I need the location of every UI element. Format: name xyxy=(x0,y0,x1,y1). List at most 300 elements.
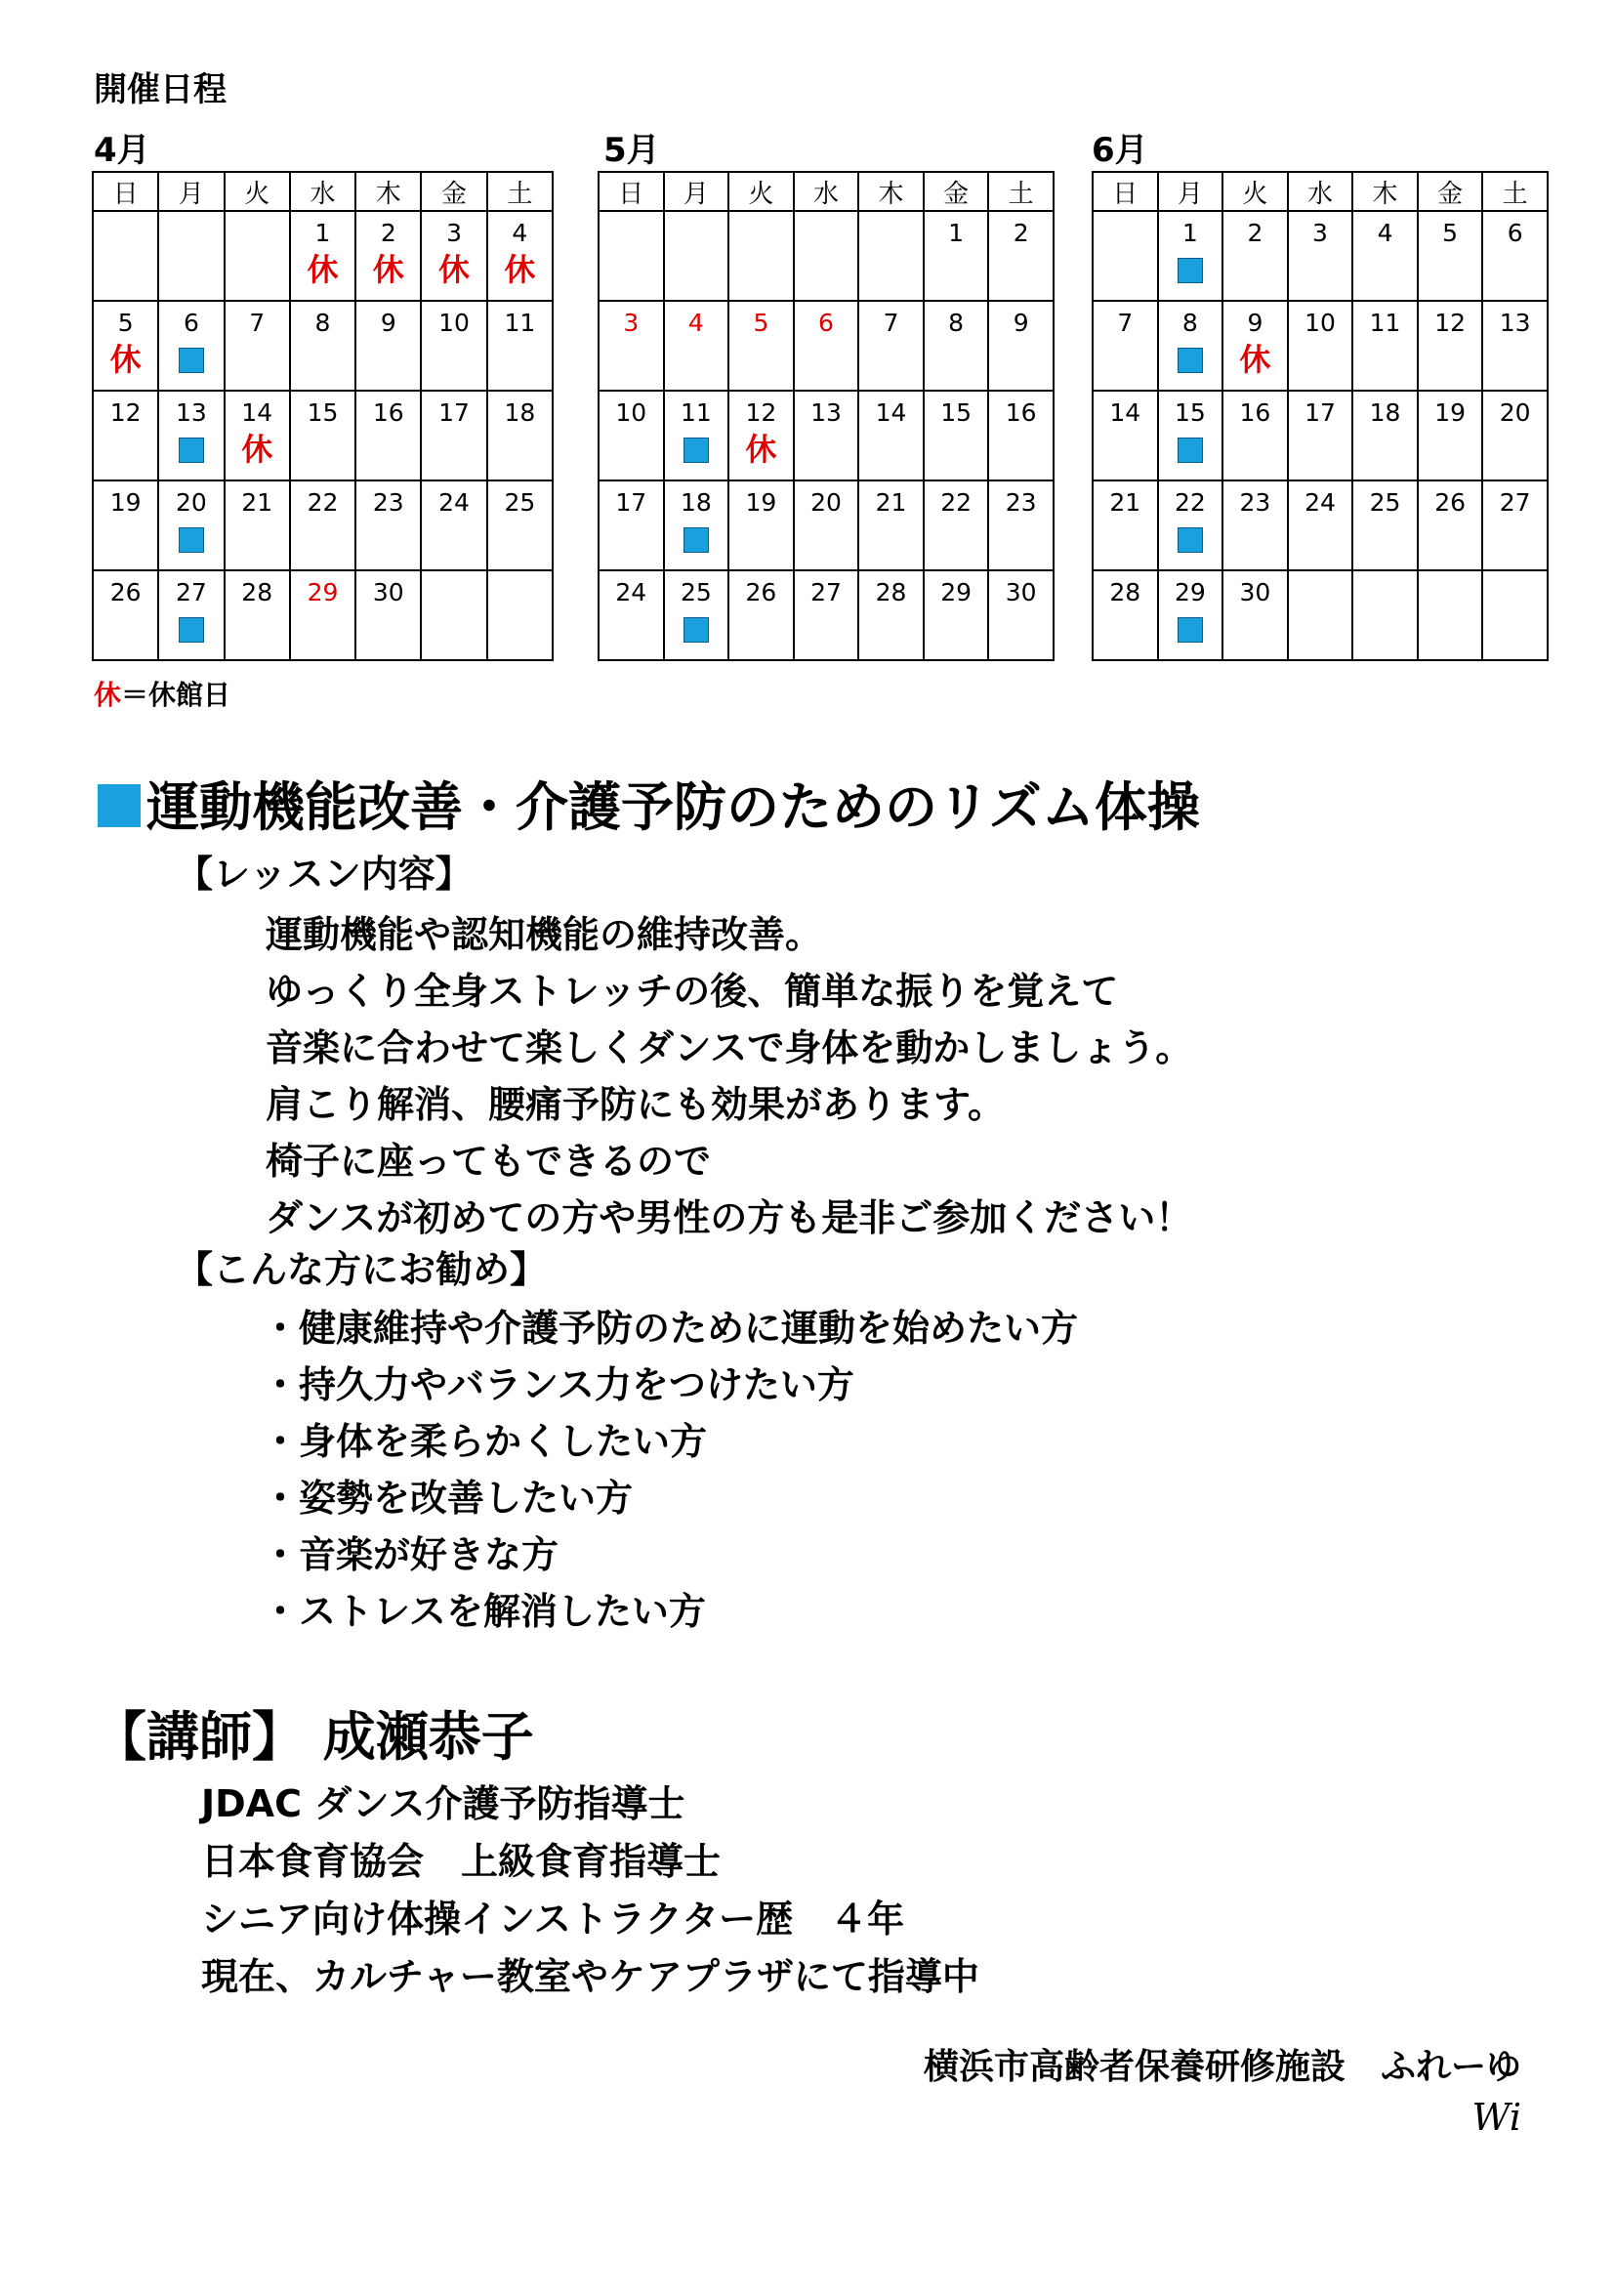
calendar-day-cell xyxy=(1158,480,1223,570)
calendar-day-cell xyxy=(924,480,989,570)
day-number: 10 xyxy=(615,398,647,427)
calendar-day-cell xyxy=(1288,391,1353,480)
calendar-day-cell xyxy=(988,211,1054,301)
recommend-heading: 【こんな方にお勧め】 xyxy=(176,1248,548,1291)
calendar-day-cell xyxy=(1093,211,1158,301)
lesson-heading: 【レッスン内容】 xyxy=(176,853,473,896)
calendar-day-cell xyxy=(1158,211,1223,301)
calendar-day-cell xyxy=(355,570,421,660)
day-number: 9 xyxy=(1013,309,1029,337)
calendar-day-cell xyxy=(421,211,486,301)
lesson-line: 運動機能や認知機能の維持改善。 xyxy=(266,913,823,956)
calendar-day-cell xyxy=(1352,211,1418,301)
closed-day-mark: 休 xyxy=(745,431,777,468)
calendar-week-row xyxy=(93,211,553,301)
day-number xyxy=(226,212,289,221)
calendar-day-cell xyxy=(421,570,486,660)
calendar-day-cell xyxy=(1288,211,1353,301)
calendar-day-cell xyxy=(1482,301,1548,391)
calendar-day-cell xyxy=(355,391,421,480)
calendar-day-cell xyxy=(1418,480,1483,570)
calendar-day-cell xyxy=(1158,570,1223,660)
day-number: 25 xyxy=(1369,488,1401,517)
calendar-day-cell xyxy=(93,301,158,391)
calendar-day-cell xyxy=(794,301,859,391)
instructor-credential: JDAC ダンス介護予防指導士 xyxy=(201,1782,685,1825)
calendar-day-cell xyxy=(487,211,553,301)
month-label-april: 4月 xyxy=(94,131,150,170)
day-number: 26 xyxy=(1434,488,1466,517)
class-day-marker-icon xyxy=(683,438,709,463)
day-number xyxy=(422,571,485,580)
day-number: 17 xyxy=(1304,398,1336,427)
closed-day-mark: 休 xyxy=(372,251,404,288)
calendar-day-cell xyxy=(728,480,794,570)
day-number: 23 xyxy=(1005,488,1037,517)
calendar-day-cell xyxy=(421,301,486,391)
day-number: 29 xyxy=(307,578,339,606)
calendar-week-row xyxy=(599,480,1054,570)
calendar-day-cell xyxy=(988,391,1054,480)
calendar-week-row xyxy=(93,480,553,570)
month-label-june: 6月 xyxy=(1092,131,1148,170)
day-number: 5 xyxy=(117,309,134,337)
calendar-day-cell xyxy=(1352,480,1418,570)
facility-name: 横浜市高齢者保養研修施設 ふれーゆ xyxy=(923,2047,1521,2087)
calendar-day-cell xyxy=(599,211,664,301)
day-number: 1 xyxy=(314,219,331,247)
day-number xyxy=(159,212,223,221)
day-number: 24 xyxy=(615,578,647,606)
day-number: 1 xyxy=(1181,219,1198,247)
day-number: 26 xyxy=(745,578,777,606)
day-number xyxy=(488,571,552,580)
class-day-marker-icon xyxy=(1178,438,1203,463)
day-number: 8 xyxy=(948,309,965,337)
calendar-day-cell xyxy=(93,211,158,301)
day-number: 6 xyxy=(183,309,199,337)
day-number: 5 xyxy=(1442,219,1459,247)
calendar-day-cell xyxy=(93,570,158,660)
class-day-marker-icon xyxy=(179,527,204,553)
calendar-day-cell xyxy=(93,391,158,480)
weekday-header: 火 xyxy=(728,172,794,211)
weekday-header: 金 xyxy=(924,172,989,211)
calendar-day-cell xyxy=(1482,391,1548,480)
calendar-day-cell xyxy=(728,301,794,391)
day-number: 14 xyxy=(1109,398,1141,427)
calendar-day-cell xyxy=(1093,391,1158,480)
class-day-marker-icon xyxy=(1178,258,1203,283)
calendar-day-cell xyxy=(1158,391,1223,480)
calendar-day-cell xyxy=(225,391,290,480)
day-number: 5 xyxy=(753,309,769,337)
calendar-day-cell xyxy=(1418,570,1483,660)
day-number: 28 xyxy=(1109,578,1141,606)
day-number xyxy=(729,212,793,221)
instructor-credential: 現在、カルチャー教室やケアプラザにて指導中 xyxy=(201,1955,979,1998)
day-number: 11 xyxy=(1369,309,1401,337)
day-number: 23 xyxy=(372,488,404,517)
calendar-day-cell xyxy=(225,570,290,660)
day-number: 4 xyxy=(1377,219,1393,247)
legend-text: ＝休館日 xyxy=(121,679,231,711)
day-number: 19 xyxy=(745,488,777,517)
day-number: 3 xyxy=(623,309,640,337)
calendar-day-cell xyxy=(1352,570,1418,660)
day-number: 25 xyxy=(680,578,712,606)
calendar-day-cell xyxy=(858,391,924,480)
day-number xyxy=(665,212,728,221)
weekday-header: 水 xyxy=(794,172,859,211)
day-number: 12 xyxy=(109,398,142,427)
day-number xyxy=(94,212,157,221)
day-number: 13 xyxy=(1499,309,1531,337)
day-number: 16 xyxy=(1005,398,1037,427)
calendar-day-cell xyxy=(355,301,421,391)
day-number: 9 xyxy=(380,309,396,337)
closed-day-mark: 休 xyxy=(504,251,536,288)
day-number xyxy=(859,212,923,221)
class-day-marker-icon xyxy=(683,617,709,643)
closed-day-mark: 休 xyxy=(109,341,142,378)
day-number: 15 xyxy=(307,398,339,427)
day-number: 21 xyxy=(1109,488,1141,517)
calendar-day-cell xyxy=(664,391,729,480)
day-number: 12 xyxy=(745,398,777,427)
calendar-day-cell xyxy=(225,211,290,301)
instructor-heading: 【講師】 成瀬恭子 xyxy=(94,1706,534,1768)
recommend-item: ・音楽が好きな方 xyxy=(262,1533,559,1576)
calendar-week-row xyxy=(93,301,553,391)
calendar-day-cell xyxy=(1288,301,1353,391)
weekday-header: 木 xyxy=(355,172,421,211)
weekday-header: 金 xyxy=(421,172,486,211)
day-number: 20 xyxy=(1499,398,1531,427)
day-number: 2 xyxy=(380,219,396,247)
weekday-header: 土 xyxy=(988,172,1054,211)
calendar-week-row xyxy=(599,570,1054,660)
weekday-header: 火 xyxy=(225,172,290,211)
weekday-header-row xyxy=(93,172,553,211)
day-number: 3 xyxy=(1312,219,1328,247)
calendar-day-cell xyxy=(988,301,1054,391)
calendar-week-row xyxy=(599,211,1054,301)
lesson-line: 肩こり解消、腰痛予防にも効果があります。 xyxy=(266,1083,1005,1126)
calendar-day-cell xyxy=(1158,301,1223,391)
weekday-header: 火 xyxy=(1222,172,1288,211)
weekday-header: 土 xyxy=(1482,172,1548,211)
schedule-label: 開催日程 xyxy=(94,70,227,109)
recommend-item: ・ストレスを解消したい方 xyxy=(262,1590,706,1633)
calendar-day-cell xyxy=(988,570,1054,660)
day-number: 15 xyxy=(940,398,972,427)
day-number: 2 xyxy=(1247,219,1263,247)
weekday-header: 水 xyxy=(290,172,355,211)
calendar-day-cell xyxy=(1222,570,1288,660)
day-number: 29 xyxy=(940,578,972,606)
day-number: 7 xyxy=(1117,309,1134,337)
day-number: 19 xyxy=(109,488,142,517)
weekday-header: 木 xyxy=(1352,172,1418,211)
day-number: 13 xyxy=(176,398,207,427)
day-number: 14 xyxy=(875,398,907,427)
calendar-day-cell xyxy=(290,570,355,660)
day-number: 27 xyxy=(810,578,842,606)
calendar-june xyxy=(1092,171,1549,661)
calendar-day-cell xyxy=(1222,301,1288,391)
class-day-marker-icon xyxy=(179,617,204,643)
recommend-item: ・持久力やバランス力をつけたい方 xyxy=(262,1363,854,1406)
day-number: 11 xyxy=(680,398,712,427)
weekday-header: 日 xyxy=(599,172,664,211)
day-number xyxy=(1353,571,1417,580)
calendar-day-cell xyxy=(1222,211,1288,301)
calendar-day-cell xyxy=(1288,480,1353,570)
class-day-marker-icon xyxy=(1178,348,1203,373)
day-number: 16 xyxy=(372,398,404,427)
calendar-day-cell xyxy=(1352,391,1418,480)
day-number xyxy=(1483,571,1547,580)
calendar-day-cell xyxy=(1418,211,1483,301)
calendar-day-cell xyxy=(1418,391,1483,480)
calendar-day-cell xyxy=(794,391,859,480)
lesson-line: 椅子に座ってもできるので xyxy=(266,1140,712,1183)
day-number: 29 xyxy=(1174,578,1206,606)
day-number: 30 xyxy=(1239,578,1271,606)
calendar-day-cell xyxy=(858,480,924,570)
recommend-list xyxy=(262,1300,1078,1640)
section-title-text: 運動機能改善・介護予防のためのリズム体操 xyxy=(146,776,1200,838)
weekday-header: 水 xyxy=(1288,172,1353,211)
calendar-day-cell xyxy=(728,570,794,660)
weekday-header-row xyxy=(599,172,1054,211)
calendar-day-cell xyxy=(924,301,989,391)
calendar-day-cell xyxy=(728,391,794,480)
day-number: 10 xyxy=(438,309,470,337)
calendar-day-cell xyxy=(93,480,158,570)
instructor-credential: 日本食育協会 上級食育指導士 xyxy=(201,1840,722,1883)
calendar-day-cell xyxy=(421,391,486,480)
calendar-day-cell xyxy=(728,211,794,301)
lesson-line: 音楽に合わせて楽しくダンスで身体を動かしましょう。 xyxy=(266,1026,1193,1069)
blue-square-icon xyxy=(98,784,141,827)
calendar-day-cell xyxy=(290,301,355,391)
holiday-legend xyxy=(94,674,230,713)
day-number: 20 xyxy=(176,488,207,517)
lesson-line: ゆっくり全身ストレッチの後、簡単な振りを覚えて xyxy=(266,970,1119,1013)
weekday-header: 月 xyxy=(158,172,224,211)
day-number: 28 xyxy=(875,578,907,606)
calendar-day-cell xyxy=(858,301,924,391)
day-number: 14 xyxy=(241,398,273,427)
day-number: 24 xyxy=(1304,488,1336,517)
calendar-day-cell xyxy=(225,301,290,391)
class-day-marker-icon xyxy=(1178,617,1203,643)
calendar-day-cell xyxy=(599,570,664,660)
calendar-day-cell xyxy=(794,480,859,570)
day-number: 10 xyxy=(1304,309,1336,337)
calendar-day-cell xyxy=(1482,211,1548,301)
section-title xyxy=(98,776,1200,839)
weekday-header-row xyxy=(1093,172,1548,211)
calendar-day-cell xyxy=(664,211,729,301)
day-number: 2 xyxy=(1013,219,1029,247)
day-number: 27 xyxy=(176,578,207,606)
calendar-day-cell xyxy=(1093,480,1158,570)
day-number: 18 xyxy=(504,398,536,427)
calendar-april xyxy=(92,171,554,661)
weekday-header: 月 xyxy=(1158,172,1223,211)
legend-mark: 休 xyxy=(94,679,122,711)
calendar-day-cell xyxy=(599,391,664,480)
calendar-day-cell xyxy=(487,301,553,391)
calendar-day-cell xyxy=(290,480,355,570)
day-number: 8 xyxy=(314,309,331,337)
day-number: 23 xyxy=(1239,488,1271,517)
calendar-may xyxy=(598,171,1055,661)
calendar-day-cell xyxy=(858,570,924,660)
day-number: 11 xyxy=(504,309,536,337)
day-number: 7 xyxy=(249,309,266,337)
day-number: 13 xyxy=(810,398,842,427)
calendar-week-row xyxy=(1093,480,1548,570)
recommend-item: ・姿勢を改善したい方 xyxy=(262,1477,634,1520)
day-number: 18 xyxy=(680,488,712,517)
day-number: 17 xyxy=(615,488,647,517)
day-number: 4 xyxy=(512,219,528,247)
calendar-day-cell xyxy=(858,211,924,301)
day-number: 25 xyxy=(504,488,536,517)
class-day-marker-icon xyxy=(683,527,709,553)
calendar-week-row xyxy=(599,391,1054,480)
calendar-day-cell xyxy=(988,480,1054,570)
day-number: 3 xyxy=(446,219,462,247)
calendar-day-cell xyxy=(487,391,553,480)
calendar-day-cell xyxy=(599,480,664,570)
calendar-day-cell xyxy=(1288,570,1353,660)
day-number: 7 xyxy=(883,309,899,337)
month-label-may: 5月 xyxy=(603,131,660,170)
day-number: 6 xyxy=(1507,219,1523,247)
day-number: 22 xyxy=(1174,488,1206,517)
class-day-marker-icon xyxy=(179,438,204,463)
calendar-day-cell xyxy=(924,391,989,480)
calendar-day-cell xyxy=(355,211,421,301)
calendar-week-row xyxy=(1093,301,1548,391)
class-day-marker-icon xyxy=(179,348,204,373)
day-number: 16 xyxy=(1239,398,1271,427)
closed-day-mark: 休 xyxy=(307,251,339,288)
lesson-content xyxy=(266,906,1192,1246)
day-number: 4 xyxy=(687,309,704,337)
day-number: 30 xyxy=(372,578,404,606)
instructor-credential: シニア向け体操インストラクター歴 ４年 xyxy=(201,1898,905,1941)
day-number: 6 xyxy=(818,309,834,337)
calendar-day-cell xyxy=(487,480,553,570)
day-number: 12 xyxy=(1434,309,1466,337)
day-number xyxy=(1289,571,1352,580)
calendar-day-cell xyxy=(924,570,989,660)
calendar-day-cell xyxy=(487,570,553,660)
calendar-day-cell xyxy=(1418,301,1483,391)
calendar-day-cell xyxy=(158,391,224,480)
recommend-item: ・身体を柔らかくしたい方 xyxy=(262,1420,708,1463)
day-number: 27 xyxy=(1499,488,1531,517)
calendar-day-cell xyxy=(1222,480,1288,570)
calendar-day-cell xyxy=(1093,301,1158,391)
calendar-day-cell xyxy=(599,301,664,391)
calendar-week-row xyxy=(93,570,553,660)
day-number: 18 xyxy=(1369,398,1401,427)
calendar-day-cell xyxy=(158,480,224,570)
day-number: 21 xyxy=(241,488,273,517)
day-number: 30 xyxy=(1005,578,1037,606)
calendar-week-row xyxy=(1093,211,1548,301)
recommend-item: ・健康維持や介護予防のために運動を始めたい方 xyxy=(262,1307,1079,1350)
calendar-day-cell xyxy=(1222,391,1288,480)
calendar-day-cell xyxy=(1093,570,1158,660)
calendar-day-cell xyxy=(158,301,224,391)
closed-day-mark: 休 xyxy=(438,251,471,288)
day-number: 20 xyxy=(810,488,842,517)
lesson-line: ダンスが初めての方や男性の方も是非ご参加ください！ xyxy=(266,1196,1193,1239)
day-number: 24 xyxy=(438,488,470,517)
signature: Wi xyxy=(1471,2096,1521,2139)
day-number: 8 xyxy=(1181,309,1198,337)
day-number: 17 xyxy=(438,398,470,427)
calendar-day-cell xyxy=(421,480,486,570)
day-number xyxy=(1094,212,1157,221)
day-number xyxy=(1419,571,1482,580)
weekday-header: 金 xyxy=(1418,172,1483,211)
calendar-week-row xyxy=(1093,570,1548,660)
day-number xyxy=(795,212,858,221)
weekday-header: 月 xyxy=(664,172,729,211)
weekday-header: 日 xyxy=(93,172,158,211)
calendar-day-cell xyxy=(664,301,729,391)
day-number: 26 xyxy=(109,578,142,606)
calendar-day-cell xyxy=(664,570,729,660)
day-number: 28 xyxy=(241,578,273,606)
calendar-day-cell xyxy=(1482,480,1548,570)
calendar-day-cell xyxy=(225,480,290,570)
calendar-day-cell xyxy=(355,480,421,570)
weekday-header: 土 xyxy=(487,172,553,211)
day-number xyxy=(600,212,663,221)
weekday-header: 木 xyxy=(858,172,924,211)
calendar-day-cell xyxy=(158,211,224,301)
calendar-day-cell xyxy=(664,480,729,570)
closed-day-mark: 休 xyxy=(241,431,273,468)
day-number: 15 xyxy=(1174,398,1206,427)
calendar-day-cell xyxy=(290,391,355,480)
class-day-marker-icon xyxy=(1178,527,1203,553)
calendar-day-cell xyxy=(794,211,859,301)
calendar-day-cell xyxy=(290,211,355,301)
closed-day-mark: 休 xyxy=(1239,341,1271,378)
calendar-day-cell xyxy=(158,570,224,660)
calendar-day-cell xyxy=(794,570,859,660)
calendar-week-row xyxy=(93,391,553,480)
calendar-day-cell xyxy=(1352,301,1418,391)
calendar-day-cell xyxy=(924,211,989,301)
weekday-header: 日 xyxy=(1093,172,1158,211)
day-number: 22 xyxy=(307,488,339,517)
day-number: 1 xyxy=(948,219,965,247)
calendar-week-row xyxy=(1093,391,1548,480)
calendar-week-row xyxy=(599,301,1054,391)
